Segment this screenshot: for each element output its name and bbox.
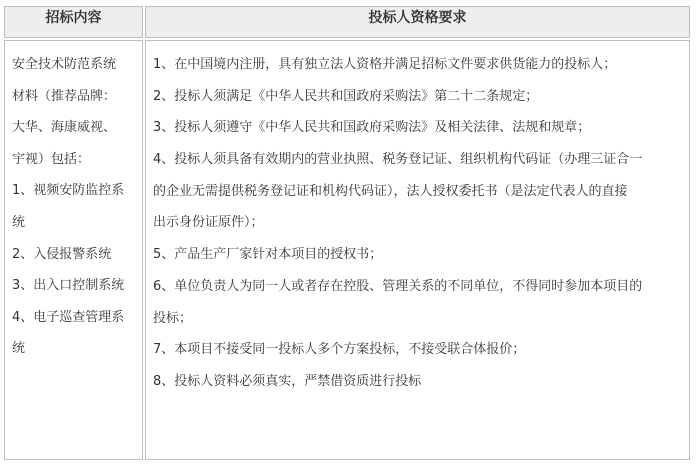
tender-content-lines <box>5 41 142 365</box>
content-line: 4、电子巡查管理系 <box>12 309 125 325</box>
content-line: 材料（推荐品牌： <box>12 88 117 104</box>
header-tender-content: 招标内容 <box>4 6 143 38</box>
requirement-line: 1、在中国境内注册，具有独立法人资格并满足招标文件要求供货能力的投标人； <box>153 57 617 72</box>
content-line: 宇视）包括： <box>12 151 91 167</box>
header-row <box>4 6 690 38</box>
content-line: 安全技术防范系统 <box>12 57 117 72</box>
bidder-requirements-cell <box>145 40 690 460</box>
content-line: 2、入侵报警系统 <box>12 246 112 262</box>
content-line: 1、视频安防监控系 <box>12 183 125 199</box>
requirement-line: 6、单位负责人为同一人或者存在控股、管理关系的不同单位，不得同时参加本项目的 <box>153 278 643 294</box>
qualification-table <box>2 4 692 462</box>
requirement-line: 投标； <box>153 310 193 326</box>
requirement-line: 2、投标人须满足《中华人民共和国政府采购法》第二十二条规定； <box>153 88 539 104</box>
bidder-requirements-lines <box>146 41 689 398</box>
requirement-line: 出示身份证原件）； <box>153 215 264 231</box>
content-line: 大华、海康威视、 <box>12 120 117 136</box>
requirement-line: 8、投标人资料必须真实，严禁借资质进行投标 <box>153 373 422 389</box>
content-line: 3、出入口控制系统 <box>12 278 125 294</box>
content-line: 统 <box>12 341 26 357</box>
content-line: 统 <box>12 214 26 230</box>
requirement-line: 的企业无需提供税务登记证和机构代码证），法人授权委托书（是法定代表人的直接 <box>153 183 628 199</box>
requirement-line: 5、产品生产厂家针对本项目的授权书； <box>153 247 383 263</box>
requirement-line: 4、投标人须具备有效期内的营业执照、税务登记证、组织机构代码证（办理三证合一 <box>153 152 643 168</box>
header-bidder-requirements: 投标人资格要求 <box>145 6 690 38</box>
body-row <box>4 40 690 460</box>
requirement-line: 7、本项目不接受同一投标人多个方案投标，不接受联合体报价； <box>153 342 526 358</box>
tender-content-cell <box>4 40 143 460</box>
requirement-line: 3、投标人须遵守《中华人民共和国政府采购法》及相关法律、法规和规章； <box>153 120 591 136</box>
